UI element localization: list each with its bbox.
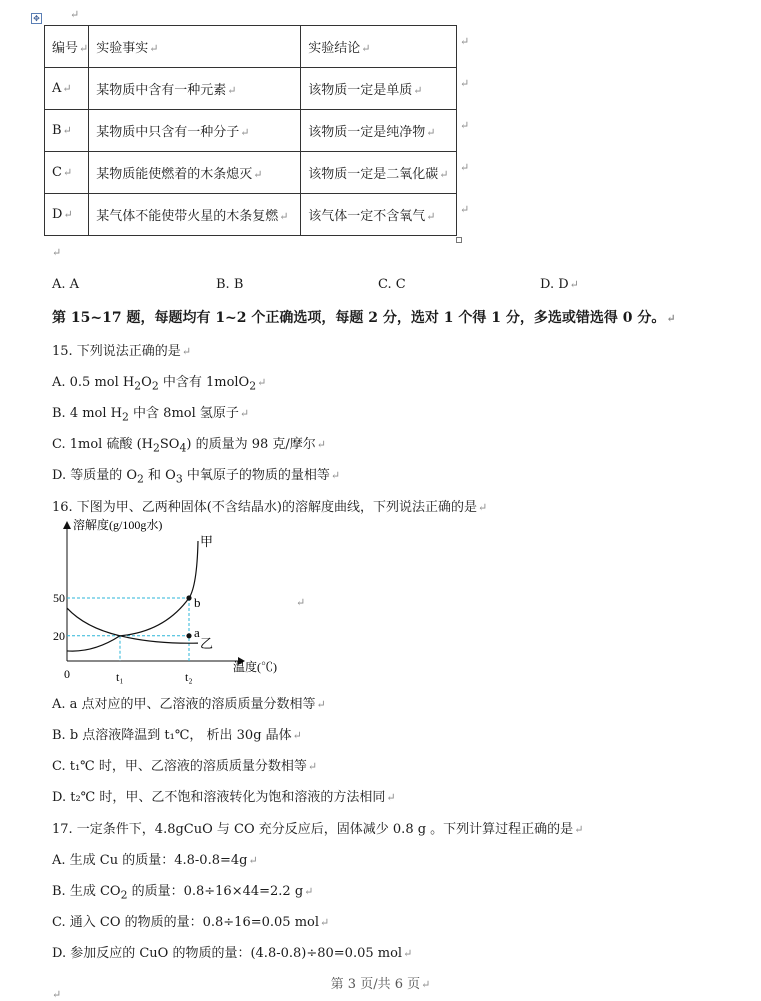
- option-d: D. D↵: [540, 277, 579, 292]
- question-16-option-c: C. t₁℃ 时，甲、乙溶液的溶质质量分数相等↵: [52, 759, 318, 774]
- point-b: [186, 595, 191, 600]
- paragraph-mark: ↵: [52, 988, 62, 1001]
- point-a: [186, 633, 191, 638]
- origin-label: 0: [64, 667, 70, 681]
- y-tick-label: 20: [53, 628, 65, 643]
- question-15-option-a: A. 0.5 mol $H_2O_2$ 中含有 1molO$_2$↵: [52, 375, 267, 393]
- row-end-mark: ↵: [460, 35, 470, 48]
- table-cell: B↵: [45, 110, 89, 152]
- question-15-option-d: D. 等质量的 $O_2$ 和 $O_3$ 中氧原子的物质的量相等↵: [52, 468, 341, 486]
- table-cell: 该物质一定是二氧化碳↵: [301, 152, 457, 194]
- section-instruction: 第 15~17 题，每题均有 1~2 个正确选项，每题 2 分，选对 1 个得 1 分，多选或错选得 0 分。↵: [52, 310, 676, 326]
- question-16-option-b: B. b 点溶液降温到 t₁℃， 析出 30g 晶体↵: [52, 728, 302, 743]
- x-tick-label: t₁: [116, 670, 124, 684]
- option-b: B. B: [216, 277, 244, 292]
- y-axis-arrow: [63, 521, 71, 529]
- question-17-option-b: B. 生成 $CO_2$ 的质量：0.8÷16×44=2.2 g↵: [52, 884, 314, 902]
- table-cell: 该气体一定不含氧气↵: [301, 194, 457, 236]
- row-end-mark: ↵: [460, 77, 470, 90]
- table-row: [45, 110, 457, 152]
- header-cell: 实验事实↵: [89, 26, 301, 68]
- point-label-a: a: [194, 624, 200, 640]
- header-cell: 实验结论↵: [301, 26, 457, 68]
- question-17-option-c: C. 通入 CO 的物质的量：0.8÷16=0.05 mol↵: [52, 915, 330, 930]
- table-cell: 某物质能使燃着的木条熄灭↵: [89, 152, 301, 194]
- row-end-mark: ↵: [460, 161, 470, 174]
- option-c: C. C: [378, 277, 406, 292]
- table-cell: 某物质中含有一种元素↵: [89, 68, 301, 110]
- table-move-icon[interactable]: ✥: [31, 13, 42, 24]
- table-cell: 该物质一定是单质↵: [301, 68, 457, 110]
- table-cell: 某气体不能使带火星的木条复燃↵: [89, 194, 301, 236]
- solubility-chart: [40, 515, 300, 690]
- paragraph-mark: ↵: [70, 8, 80, 21]
- paragraph-mark: ↵: [296, 596, 306, 609]
- question-15-option-b: B. 4 mol $H_2$ 中含 8mol 氢原子↵: [52, 406, 250, 424]
- series-jia-label: 甲: [200, 534, 214, 549]
- y-axis-label: 溶解度(g/100g水): [73, 518, 163, 532]
- table-header-row: [45, 26, 457, 68]
- paragraph-mark: ↵: [52, 246, 62, 259]
- y-tick-label: 50: [53, 591, 65, 605]
- table-cell: C↵: [45, 152, 89, 194]
- series-jia-curve: [67, 541, 198, 651]
- question-16-option-a: A. a 点对应的甲、乙溶液的溶质质量分数相等↵: [52, 697, 326, 712]
- table-resize-handle[interactable]: [456, 237, 462, 243]
- table-cell: 某物质中只含有一种分子↵: [89, 110, 301, 152]
- header-cell: 编号↵: [45, 26, 89, 68]
- point-label-b: b: [194, 595, 201, 610]
- x-tick-label: t₂: [185, 670, 193, 684]
- question-15-stem: 15. 下列说法正确的是↵: [52, 344, 192, 359]
- experiment-table: [44, 25, 457, 236]
- question-17-option-d: D. 参加反应的 CuO 的物质的量：(4.8-0.8)÷80=0.05 mol↵: [52, 946, 413, 961]
- table-row: [45, 152, 457, 194]
- table-cell: D↵: [45, 194, 89, 236]
- question-16-option-d: D. t₂℃ 时，甲、乙不饱和溶液转化为饱和溶液的方法相同↵: [52, 790, 396, 805]
- question-17-option-a: A. 生成 Cu 的质量：4.8-0.8=4g↵: [52, 853, 258, 868]
- table-cell: A↵: [45, 68, 89, 110]
- series-yi-label: 乙: [200, 636, 214, 651]
- table-row: [45, 194, 457, 236]
- row-end-mark: ↵: [460, 203, 470, 216]
- question-15-option-c: C. 1mol 硫酸 $(H_2SO_4)$ 的质量为 98 克/摩尔↵: [52, 437, 326, 455]
- x-axis-label: 温度(℃): [233, 660, 277, 674]
- page-footer: 第 3 页/共 6 页↵: [330, 977, 431, 992]
- option-a: A. A: [52, 277, 80, 292]
- question-16-stem: 16. 下图为甲、乙两种固体(不含结晶水)的溶解度曲线，下列说法正确的是↵: [52, 500, 488, 515]
- row-end-mark: ↵: [460, 119, 470, 132]
- series-yi-curve: [67, 608, 198, 643]
- table-cell: 该物质一定是纯净物↵: [301, 110, 457, 152]
- table-row: [45, 68, 457, 110]
- question-17-stem: 17. 一定条件下，4.8gCuO 与 CO 充分反应后，固体减少 0.8 g 。下列计算过程正确的是↵: [52, 822, 584, 837]
